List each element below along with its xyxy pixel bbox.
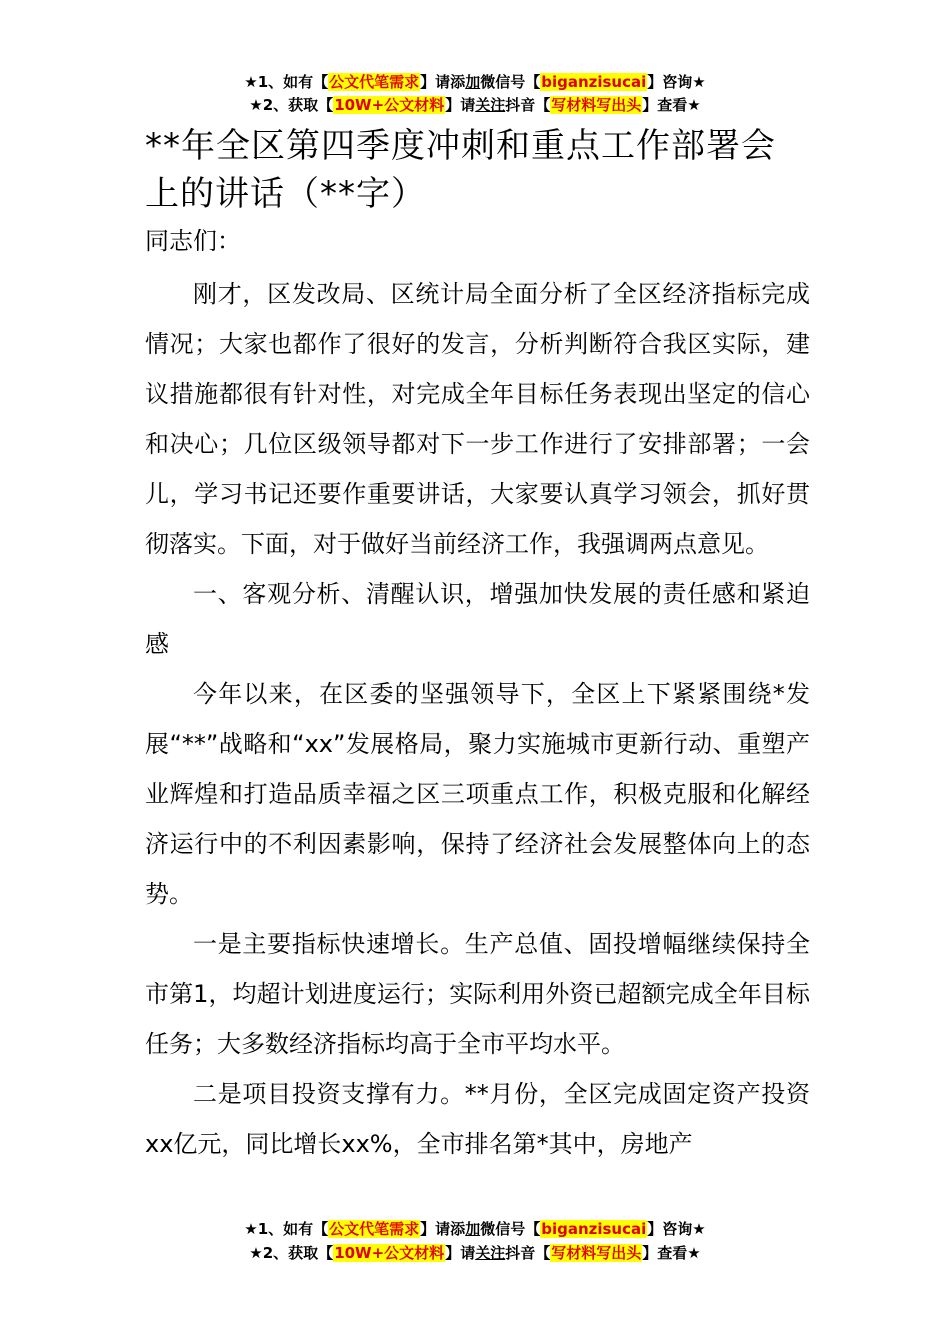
banner-underlined: 关注 <box>475 96 506 114</box>
promo-banner-line-2-footer <box>0 1242 950 1264</box>
banner-text: 】咨询★ <box>647 1220 706 1238</box>
banner-text: 】查看★ <box>642 96 701 114</box>
banner-highlight: 写材料写出头 <box>551 1244 642 1262</box>
paragraph-point-2: 二是项目投资支撑有力。**月份，全区完成固定资产投资xx亿元，同比增长xx%，全市排名第*其中，房地产 <box>145 1080 810 1158</box>
banner-underlined: 加 <box>465 1220 481 1238</box>
document-body <box>145 122 810 1169</box>
greeting: 同志们： <box>145 227 241 255</box>
banner-highlight: biganzisucai <box>541 1220 647 1238</box>
paragraph-overview: 今年以来，在区委的坚强领导下，全区上下紧紧围绕*发展“**”战略和“xx”发展格局，聚力实施城市更新行动、重塑产业辉煌和打造品质幸福之区三项重点工作，积极克服和化解经济运行中的不利因素影响，保持了经济社会发展整体向上的态势。 <box>145 680 810 908</box>
banner-text: 】咨询★ <box>647 73 706 91</box>
document-title: **年全区第四季度冲刺和重点工作部署会上的讲话（**字） <box>145 126 776 214</box>
banner-highlight: 10W+公文材料 <box>334 1244 445 1262</box>
banner-text: ★1、如有【 <box>244 1220 329 1238</box>
banner-text: 】请添 <box>420 1220 466 1238</box>
banner-text: 抖音【 <box>505 96 551 114</box>
promo-banner-line-1-footer <box>0 1218 950 1240</box>
banner-text: 抖音【 <box>505 1244 551 1262</box>
banner-text: 】查看★ <box>642 1244 701 1262</box>
banner-highlight: biganzisucai <box>541 73 647 91</box>
section-heading-1: 一、客观分析、清醒认识，增强加快发展的责任感和紧迫感 <box>145 580 810 658</box>
banner-text: ★1、如有【 <box>244 73 329 91</box>
banner-text: 】请 <box>445 96 476 114</box>
banner-text: ★2、获取【 <box>249 1244 334 1262</box>
banner-text: ★2、获取【 <box>249 96 334 114</box>
banner-highlight: 公文代笔需求 <box>329 1220 420 1238</box>
promo-banner-line-2 <box>0 94 950 116</box>
banner-highlight: 写材料写出头 <box>551 96 642 114</box>
banner-text: 】请添 <box>420 73 466 91</box>
paragraph-intro: 刚才，区发改局、区统计局全面分析了全区经济指标完成情况；大家也都作了很好的发言，分析判断符合我区实际，建议措施都很有针对性，对完成全年目标任务表现出坚定的信心和决心；几位区级领导都对下一步工作进行了安排部署；一会儿，学习书记还要作重要讲话，大家要认真学习领会，抓好贯彻落实。下面，对于做好当前经济工作，我强调两点意见。 <box>145 280 810 558</box>
banner-underlined: 加 <box>465 73 481 91</box>
banner-highlight: 10W+公文材料 <box>334 96 445 114</box>
banner-highlight: 公文代笔需求 <box>329 73 420 91</box>
banner-text: 】请 <box>445 1244 476 1262</box>
banner-underlined: 关注 <box>475 1244 506 1262</box>
banner-text: 微信号【 <box>480 73 541 91</box>
banner-text: 微信号【 <box>480 1220 541 1238</box>
promo-banner-line-1 <box>0 71 950 93</box>
paragraph-point-1: 一是主要指标快速增长。生产总值、固投增幅继续保持全市第1，均超计划进度运行；实际利用外资已超额完成全年目标任务；大多数经济指标均高于全市平均水平。 <box>145 930 810 1058</box>
